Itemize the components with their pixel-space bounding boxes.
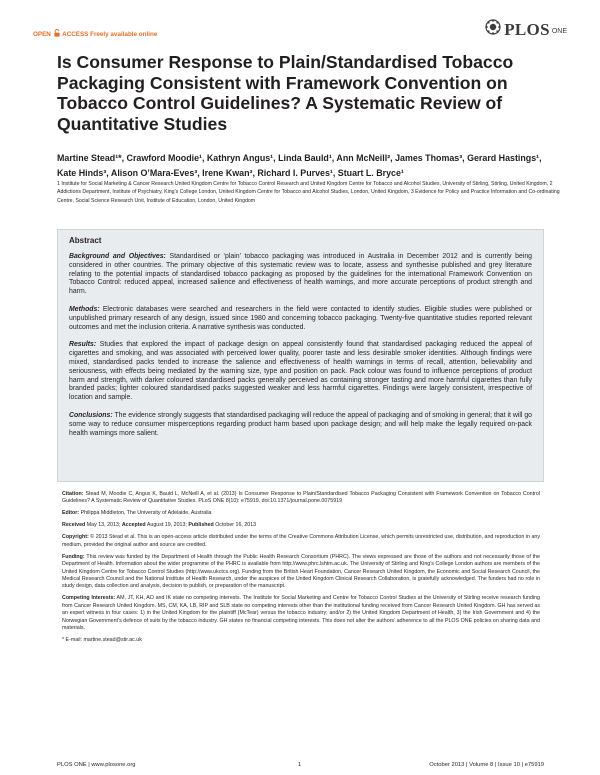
page-header [33, 19, 567, 49]
citation-label: Citation: [62, 491, 84, 497]
article-metadata [62, 491, 540, 649]
editor [62, 510, 540, 517]
open-access-banner [33, 29, 157, 39]
open-access-label-right: ACCESS Freely available online [62, 31, 158, 38]
abstract-section-text: Electronic databases were searched and researchers in the field were contacted to identify studies. Eligible studies were published or unpublished primary research of any design, issued since 1980 and concerning tobacco packaging. Twenty-five quantitative studies reported relevant outcomes and met the inclusion criteria. A narrative synthesis was conducted. [69, 305, 532, 331]
received-date: May 13, 2013; [86, 522, 121, 529]
abstract-section-label: Results: [69, 341, 97, 349]
published-label: Published [188, 522, 214, 529]
open-access-label-left: OPEN [33, 31, 51, 38]
dates [62, 522, 540, 529]
competing-label: Competing Interests: [62, 595, 116, 602]
copyright [62, 534, 540, 549]
accepted-label: Accepted [121, 522, 146, 529]
journal-sub: ONE [551, 28, 567, 35]
received-label: Received [62, 522, 86, 529]
abstract-conclusions [69, 412, 532, 438]
article-title: Is Consumer Response to Plain/Standardised Tobacco Packaging Consistent with Framework Convention on Tobacco Control Guidelines? A Systematic Review of Quantitative Studies [57, 52, 514, 134]
abstract-section-label: Background and Objectives: [69, 253, 166, 260]
plos-logo-icon [485, 19, 501, 40]
copyright-text: © 2013 Stead et al. This is an open-access article distributed under the terms of the Creative Commons Attribution License, which permits unrestricted use, distribution, and reproduction in any medium, provided the original author and source are credited. [62, 534, 540, 548]
funding-text: This review was funded by the Department of Health through the Public Health Research Consortium (PHRC). The views expressed are those of the authors and not necessarily those of the Department of Health. Information about the wider programme of the PHRC is available from http://www.phrc.lshtm.ac.uk. The University of Stirling and King’s College London authors are members of the United Kingdom Centre for Tobacco Control Studies (http://www.ukctcs.org). Funding from the British Heart Foundation, Cancer Research United Kingdom, the Economic and Social Research Council, the Medical Research Council and the National Institute of Health Research, under the auspices of the United Kingdom Clinical Research Collaboration, is gratefully acknowledged. The funders had no role in study design, data collection and analysis, decision to publish, or preparation of the manuscript. [62, 553, 540, 590]
open-lock-icon [54, 29, 60, 39]
journal-name: PLOS [504, 19, 550, 39]
competing-interests [62, 595, 540, 632]
footer-journal-site: PLOS ONE | www.plosone.org [57, 762, 136, 768]
page-footer [57, 762, 544, 772]
abstract-heading: Abstract [69, 236, 102, 245]
affiliations: 1 Institute for Social Marketing & Cancer Research United Kingdom Centre for Tobacco Control Research and United Kingdom Centre for Tobacco and Alcohol Studies, University of Stirling, Stirling, United Kingdom, 2 Addictions Department, Institute of Psychiatry, King’s College London, United Kingdom Centre for Tobacco and Alcohol Studies, London, United Kingdom, 3 Evidence for Policy and Practice Information and Co-ordinating Centre, Social Science Research Unit, Institute of Education, London, United Kingdom [57, 181, 560, 204]
corresponding-email: * E-mail: martine.stead@stir.ac.uk [62, 637, 142, 644]
accepted-date: August 19, 2013; [146, 522, 187, 529]
citation-text: Stead M, Moodie C, Angus K, Bauld L, McNeill A, et al. (2013) Is Consumer Response to Plain/Standardised Tobacco Packaging Consistent with Framework Convention on Tobacco Control Guidelines? A Systematic Review of Quantitative Studies. PLoS ONE 8(10): e75919. doi:10.1371/journal.pone.0075919 [62, 491, 540, 505]
funding-label: Funding: [62, 553, 85, 560]
published-date: October 16, 2013 [215, 522, 257, 529]
abstract-section-label: Methods: [69, 305, 100, 313]
abstract-section-label: Conclusions: [69, 411, 113, 419]
author-list: Martine Stead¹*, Crawford Moodie¹, Kathryn Angus¹, Linda Bauld¹, Ann McNeill², James Thomas³, Gerard Hastings¹, Kate Hinds³, Alison O’Mara-Eves³, Irene Kwan³, Richard I. Purves¹, Stuart L. Bryce¹ [57, 153, 542, 178]
footer-issue: October 2013 | Volume 8 | Issue 10 | e75919 [429, 762, 544, 768]
abstract-box [57, 229, 544, 482]
abstract-methods [69, 306, 532, 332]
funding [62, 554, 540, 591]
abstract-background [69, 253, 532, 297]
page-number: 1 [298, 762, 302, 768]
editor-label: Editor: [62, 510, 80, 517]
copyright-label: Copyright: [62, 534, 89, 541]
competing-text: AM, JT, KH, AO and IK state no competing interests. The Institute for Social Marketing and Centre for Tobacco Control Studies at the University of Stirling receive research funding from Cancer Research United Kingdom. MS, CM, KA, LB, RIP and SLB state no competing interests other than the institutional funding received from Cancer Research United Kingdom. GH has served as an expert witness in four cases: 1) in the United Kingdom for the plaintiff (McTear) versus the tobacco industry; and/or 2) the United Kingdom Department of Health, 3) the Irish Government and 4) the Norwegian Government’s defence of suits by the tobacco industry. GH states no financial competing interests. This does not alter the authors’ adherence to all the PLOS ONE policies on sharing data and materials. [62, 595, 540, 632]
editor-text: Philippa Middleton, The University of Adelaide, Australia [80, 510, 212, 517]
abstract-section-text: The evidence strongly suggests that standardised packaging will reduce the appeal of packaging and of smoking in general; that it will go some way to reduce consumer misperceptions regarding product harm based upon package design; and will help make the legally required on-pack health warnings more salient. [69, 411, 532, 437]
abstract-section-text: Standardised or ‘plain’ tobacco packaging was introduced in Australia in December 2012 and is currently being considered in other countries. The primary objective of this systematic review was to locate, assess and synthesise published and grey literature relating to the potential impacts of standardised tobacco packaging as proposed by the guidelines for the international Framework Convention on Tobacco Control: reduced appeal, increased salience and effectiveness of health warnings, and more accurate perceptions of product strength and harm. [69, 253, 532, 296]
abstract-section-text: Studies that explored the impact of package design on appeal consistently found that standardised packaging reduced the appeal of cigarettes and smoking, and was associated with perceived lower quality, poorer taste and less desirable smoker identities. Although findings were mixed, standardised packs tended to increase the salience and effectiveness of health warnings in terms of recall, attention, believability and seriousness, with effects being mediated by the warning size, type and position on pack. Pack colour was found to influence perceptions of product harm and strength, with darker coloured standardised packs generally perceived as containing stronger tasting and more harmful cigarettes than fully branded packs; lighter coloured standardised packs suggested weaker and less harmful cigarettes. Findings were largely consistent, irrespective of location and sample. [69, 341, 533, 402]
journal-logo [485, 19, 567, 40]
citation [62, 491, 540, 506]
abstract-results [69, 341, 532, 403]
